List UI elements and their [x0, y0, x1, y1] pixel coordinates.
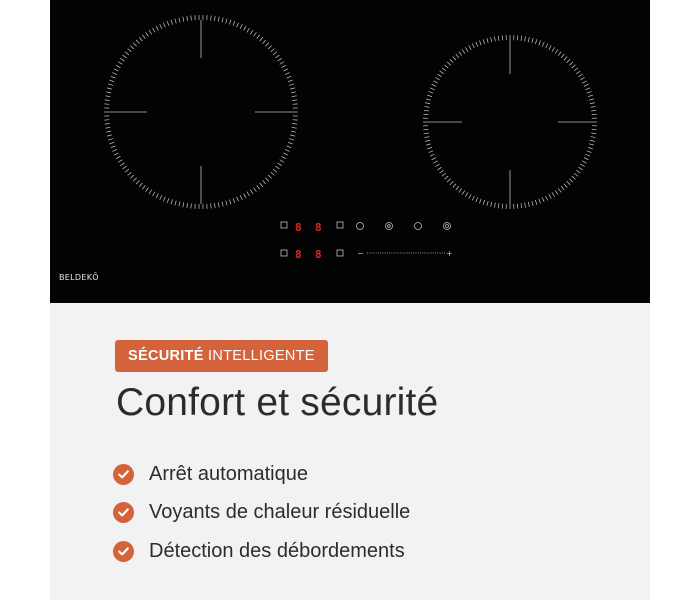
- zone-tick: [222, 202, 223, 207]
- zone-tick: [580, 77, 584, 80]
- zone-tick: [292, 96, 297, 97]
- brand-logo: BELDEKŌ: [59, 273, 99, 282]
- zone-tick: [539, 199, 541, 204]
- zone-tick: [287, 76, 292, 78]
- zone-tick: [139, 37, 142, 41]
- zone-tick: [498, 203, 499, 208]
- zone-tick: [167, 198, 169, 203]
- zone-tick: [114, 69, 118, 71]
- zone-tick: [107, 135, 112, 136]
- zone-tick: [444, 176, 448, 179]
- zone-tick: [130, 175, 134, 178]
- zone-tick: [285, 73, 290, 75]
- cooking-zone-left: [104, 15, 298, 209]
- zone-tick: [589, 144, 594, 145]
- zone-tick: [105, 127, 110, 128]
- zone-tick: [427, 147, 432, 149]
- zone-tick: [278, 163, 282, 166]
- zone-tick: [107, 88, 112, 89]
- zone-tick: [564, 184, 567, 188]
- zone-tick: [287, 146, 292, 148]
- zone-tick: [153, 192, 156, 196]
- zone-tick: [528, 37, 529, 42]
- zone-tick: [572, 176, 576, 179]
- zone-tick: [263, 40, 266, 44]
- zone-tick: [244, 194, 246, 198]
- zone-tick: [237, 23, 239, 28]
- zone-tick: [106, 92, 111, 93]
- zone-tick: [426, 99, 431, 100]
- zone-tick: [569, 179, 573, 182]
- zone-tick: [591, 110, 596, 111]
- zone-tick: [578, 74, 582, 77]
- zone-tick: [587, 151, 592, 153]
- zone-tick: [211, 16, 212, 21]
- zone-tick: [211, 203, 212, 208]
- zone-tick: [268, 175, 272, 178]
- zone-tick: [433, 161, 437, 163]
- zone-tick: [120, 58, 124, 61]
- zone-tick: [442, 173, 446, 176]
- zone-tick: [589, 99, 594, 100]
- cooking-zone-right: [423, 35, 597, 209]
- zone-tick: [532, 38, 533, 43]
- zone-tick: [214, 16, 215, 21]
- category-badge: [115, 340, 328, 372]
- zone-tick: [142, 185, 145, 189]
- feature-label: Arrêt automatique: [149, 462, 308, 485]
- zone-tick: [564, 56, 567, 60]
- zone-tick: [425, 140, 430, 141]
- zone-tick: [440, 170, 444, 173]
- zone-tick: [549, 194, 551, 198]
- zone-tick: [487, 201, 488, 206]
- zone-tick: [214, 203, 215, 208]
- zone-tick: [250, 30, 253, 34]
- zone-tick: [430, 88, 435, 90]
- zone-tick: [283, 153, 287, 155]
- slider-minus[interactable]: −: [357, 249, 364, 258]
- zone-tick: [191, 203, 192, 208]
- zone-tick: [289, 139, 294, 140]
- zone-tick: [142, 35, 145, 39]
- zone-tick: [292, 124, 297, 125]
- zone-tick: [555, 49, 558, 53]
- zone-tick: [106, 131, 111, 132]
- zone-tick: [479, 41, 481, 46]
- zone-tick: [552, 47, 555, 51]
- zone-tick: [552, 192, 555, 196]
- slider-plus[interactable]: +: [446, 249, 453, 258]
- zone-tick: [179, 202, 180, 207]
- zone-tick: [275, 166, 279, 169]
- zone-tick: [521, 203, 522, 208]
- zone-tick: [432, 84, 437, 86]
- feature-list: [113, 455, 410, 571]
- zone-tick: [456, 54, 459, 58]
- zone-tick: [462, 49, 465, 53]
- zone-tick: [542, 42, 544, 47]
- zone-tick: [433, 81, 437, 83]
- zone-tick: [105, 96, 110, 97]
- feature-item: [113, 455, 410, 494]
- zone-tick: [265, 43, 268, 47]
- zone-tick: [156, 194, 158, 198]
- zone-tick: [171, 20, 173, 25]
- zone-tick: [120, 163, 124, 166]
- zone-tick: [288, 80, 293, 82]
- zone-tick: [244, 26, 246, 30]
- zone-tick: [273, 169, 277, 172]
- zone-tick: [260, 37, 263, 41]
- zone-tick: [218, 17, 219, 22]
- zone-tick: [476, 197, 478, 202]
- zone-tick: [187, 203, 188, 208]
- zone-tick: [444, 65, 448, 68]
- zone-tick: [290, 88, 295, 89]
- zone-tick: [483, 200, 485, 205]
- zone-tick: [247, 28, 250, 32]
- zone-tick: [535, 200, 537, 205]
- zone-left-timer-icon: [281, 250, 287, 256]
- zone-tick: [257, 185, 260, 189]
- cooktop-image: [50, 0, 650, 303]
- zone-tick: [437, 167, 441, 170]
- feature-item: [113, 532, 410, 571]
- badge-bold: SÉCURITÉ: [128, 348, 204, 364]
- pause-icon[interactable]: [444, 223, 451, 230]
- zone-tick: [116, 65, 120, 67]
- zone-tick: [549, 45, 551, 49]
- zone-tick: [271, 172, 275, 175]
- zone-tick: [183, 202, 184, 207]
- zone-tick: [229, 20, 231, 25]
- zone-tick: [525, 36, 526, 41]
- zone-tick: [567, 59, 570, 63]
- zone-tick: [109, 80, 114, 82]
- zone-tick: [450, 59, 453, 63]
- zone-tick: [146, 32, 149, 36]
- zone-tick: [285, 149, 290, 151]
- zone-tick: [424, 133, 429, 134]
- zone-tick: [111, 76, 116, 78]
- zone-tick: [125, 52, 129, 55]
- zone-tick: [149, 190, 152, 194]
- zone-tick: [546, 196, 548, 201]
- zone-tick: [160, 195, 162, 200]
- zone-tick: [112, 149, 117, 151]
- zone-tick: [430, 154, 435, 156]
- zone-tick: [542, 197, 544, 202]
- zone-tick: [250, 190, 253, 194]
- check-icon: [113, 464, 134, 485]
- zone-tick: [291, 92, 296, 93]
- zone-tick: [237, 197, 239, 202]
- zone-tick: [240, 195, 242, 200]
- zone-tick: [572, 65, 576, 68]
- zone-tick: [476, 42, 478, 47]
- zone-tick: [483, 39, 485, 44]
- zone-tick: [584, 84, 589, 86]
- zone-tick: [591, 133, 596, 134]
- feature-label: Voyants de chaleur résiduelle: [149, 501, 411, 524]
- zone-tick: [585, 154, 590, 156]
- zone-tick: [491, 37, 492, 42]
- timer-icon[interactable]: [357, 223, 364, 230]
- zone-tick: [440, 71, 444, 74]
- check-icon: [113, 541, 134, 562]
- cooktop-drawing: [50, 0, 650, 303]
- zone-tick: [218, 202, 219, 207]
- zone-tick: [535, 39, 537, 44]
- zone-tick: [290, 135, 295, 136]
- zone-tick: [532, 201, 533, 206]
- display-left-top: 8: [295, 221, 302, 234]
- zone-tick: [229, 199, 231, 204]
- zone-tick: [226, 201, 227, 206]
- zone-tick: [469, 45, 471, 49]
- zone-tick: [289, 84, 294, 85]
- zone-tick: [265, 178, 268, 182]
- zone-tick: [479, 199, 481, 204]
- zone-tick: [569, 62, 573, 65]
- zone-tick: [469, 194, 471, 198]
- zone-tick: [588, 147, 593, 149]
- zone-tick: [280, 62, 284, 65]
- zone-tick: [447, 179, 451, 182]
- zone-tick: [465, 192, 468, 196]
- zone-tick: [187, 16, 188, 21]
- badge-rest: INTELLIGENTE: [203, 348, 315, 364]
- zone-tick: [283, 69, 287, 71]
- zone-tick: [427, 95, 432, 97]
- zone-tick: [163, 23, 165, 28]
- zone-tick: [257, 35, 260, 39]
- zone-tick: [578, 167, 582, 170]
- zone-tick: [105, 124, 110, 125]
- zone-tick: [133, 43, 136, 47]
- zone-tick: [247, 192, 250, 196]
- zone-tick: [494, 203, 495, 208]
- zone-tick: [118, 62, 122, 65]
- check-icon: [113, 502, 134, 523]
- zone-tick: [233, 21, 235, 26]
- zone-tick: [582, 81, 586, 83]
- zone-tick: [590, 140, 595, 141]
- zone-tick: [425, 103, 430, 104]
- zone-tick: [437, 74, 441, 77]
- zone-tick: [539, 41, 541, 46]
- zone-tick: [576, 170, 580, 173]
- zone-tick: [156, 26, 158, 30]
- zone-tick: [125, 169, 129, 172]
- zone-right-indicator-icon: [337, 222, 343, 228]
- zone-tick: [465, 47, 468, 51]
- zone-tick: [139, 183, 142, 187]
- zone-tick: [459, 188, 462, 192]
- zone-tick: [453, 184, 456, 188]
- zone-tick: [275, 55, 279, 58]
- zone-tick: [292, 127, 297, 128]
- zone-tick: [525, 203, 526, 208]
- control-panel: [281, 222, 451, 256]
- zone-tick: [494, 36, 495, 41]
- display-right-bottom: 8: [315, 248, 322, 261]
- zone-tick: [576, 71, 580, 74]
- zone-tick: [260, 183, 263, 187]
- feature-label: Détection des débordements: [149, 539, 405, 562]
- zone-tick: [108, 139, 113, 140]
- zone-tick: [263, 180, 266, 184]
- zone-tick: [171, 199, 173, 204]
- zone-tick: [580, 164, 584, 167]
- boost-icon[interactable]: [415, 223, 422, 230]
- zone-tick: [278, 58, 282, 61]
- display-right-top: 8: [315, 221, 322, 234]
- zone-tick: [584, 158, 589, 160]
- zone-tick: [432, 158, 437, 160]
- zone-tick: [130, 46, 134, 49]
- zone-tick: [472, 196, 474, 201]
- zone-tick: [114, 153, 118, 155]
- zone-tick: [183, 17, 184, 22]
- zone-tick: [429, 151, 434, 153]
- zone-tick: [118, 160, 122, 163]
- zone-tick: [450, 181, 453, 185]
- zone-tick: [123, 166, 127, 169]
- zone-tick: [472, 44, 474, 49]
- lock-icon-dot: [388, 225, 391, 228]
- zone-tick: [567, 181, 570, 185]
- zone-tick: [226, 19, 227, 24]
- zone-tick: [456, 186, 459, 190]
- zone-tick: [521, 36, 522, 41]
- zone-tick: [271, 49, 275, 52]
- zone-tick: [587, 91, 592, 93]
- zone-tick: [435, 77, 439, 80]
- zone-tick: [282, 156, 286, 158]
- zone-tick: [222, 18, 223, 23]
- zone-tick: [112, 73, 117, 75]
- zone-tick: [424, 106, 429, 107]
- zone-tick: [487, 38, 488, 43]
- zone-tick: [254, 32, 257, 36]
- zone-tick: [426, 144, 431, 145]
- zone-left-indicator-icon: [281, 222, 287, 228]
- zone-tick: [591, 137, 596, 138]
- zone-tick: [561, 54, 564, 58]
- pause-icon-dot: [446, 225, 449, 228]
- zone-tick: [136, 40, 139, 44]
- zone-tick: [136, 180, 139, 184]
- zone-tick: [282, 65, 286, 67]
- zone-tick: [585, 88, 590, 90]
- zone-tick: [116, 156, 120, 158]
- page-title: Confort et sécurité: [116, 381, 439, 424]
- zone-tick: [546, 44, 548, 49]
- zone-tick: [175, 201, 176, 206]
- zone-tick: [435, 164, 439, 167]
- zone-tick: [424, 110, 429, 111]
- zone-tick: [179, 18, 180, 23]
- zone-tick: [109, 142, 114, 144]
- zone-tick: [146, 188, 149, 192]
- zone-tick: [105, 100, 110, 101]
- zone-tick: [111, 146, 116, 148]
- zone-tick: [429, 91, 434, 93]
- zone-tick: [555, 190, 558, 194]
- info-panel: [50, 303, 650, 600]
- zone-tick: [123, 55, 127, 58]
- zone-tick: [447, 62, 451, 65]
- zone-tick: [163, 197, 165, 202]
- zone-tick: [153, 28, 156, 32]
- zone-tick: [424, 137, 429, 138]
- zone-tick: [558, 52, 561, 56]
- zone-tick: [462, 190, 465, 194]
- zone-tick: [233, 198, 235, 203]
- zone-tick: [491, 202, 492, 207]
- zone-right-timer-icon: [337, 250, 343, 256]
- zone-tick: [591, 106, 596, 107]
- zone-tick: [558, 188, 561, 192]
- zone-tick: [588, 95, 593, 97]
- zone-tick: [128, 49, 132, 52]
- zone-tick: [191, 16, 192, 21]
- zone-tick: [160, 24, 162, 29]
- zone-tick: [459, 52, 462, 56]
- zone-tick: [288, 142, 293, 144]
- zone-tick: [528, 202, 529, 207]
- zone-tick: [268, 46, 272, 49]
- zone-tick: [292, 100, 297, 101]
- zone-tick: [574, 173, 578, 176]
- zone-tick: [167, 21, 169, 26]
- zone-tick: [582, 161, 586, 163]
- zone-tick: [291, 131, 296, 132]
- zone-tick: [108, 84, 113, 85]
- zone-tick: [149, 30, 152, 34]
- zone-tick: [574, 68, 578, 71]
- product-card: [50, 0, 650, 600]
- zone-tick: [498, 36, 499, 41]
- zone-tick: [590, 103, 595, 104]
- lock-icon[interactable]: [386, 223, 393, 230]
- zone-tick: [175, 19, 176, 24]
- zone-tick: [453, 56, 456, 60]
- zone-tick: [442, 68, 446, 71]
- zone-tick: [254, 188, 257, 192]
- zone-tick: [133, 178, 136, 182]
- zone-tick: [128, 172, 132, 175]
- zone-tick: [240, 24, 242, 29]
- display-left-bottom: 8: [295, 248, 302, 261]
- feature-item: [113, 494, 410, 533]
- zone-tick: [273, 52, 277, 55]
- zone-tick: [561, 186, 564, 190]
- zone-tick: [280, 160, 284, 163]
